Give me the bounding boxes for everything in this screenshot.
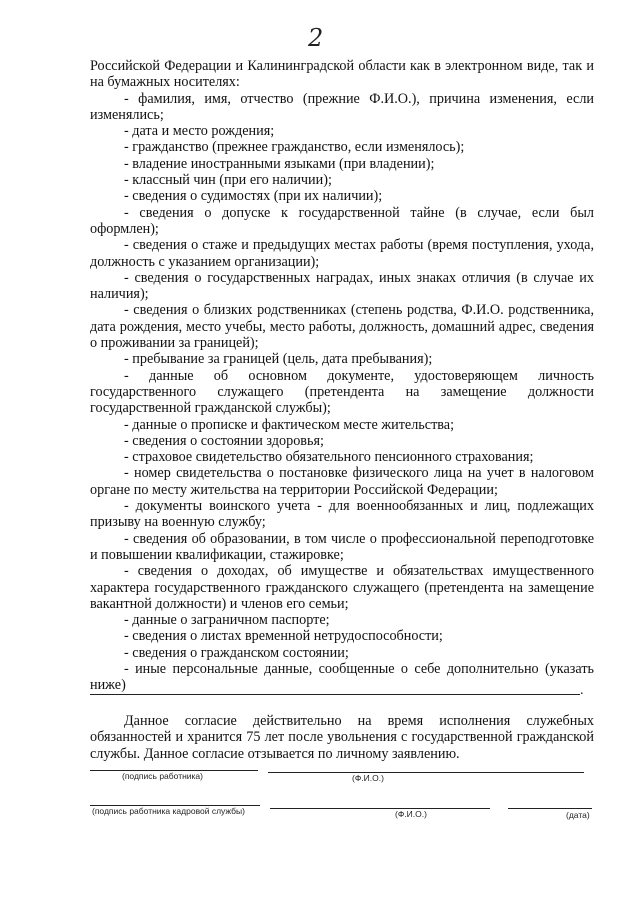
list-item: - классный чин (при его наличии); bbox=[124, 172, 332, 189]
page-number: 2 bbox=[308, 24, 324, 52]
list-item: - сведения о стаже и предыдущих местах работы (время поступления, ухода, должность с указанием организации); bbox=[90, 237, 594, 270]
list-item: - сведения о листах временной нетрудоспособности; bbox=[124, 628, 443, 645]
fill-in-line[interactable] bbox=[90, 694, 580, 695]
hr-signature-caption: (подпись работника кадровой службы) bbox=[92, 806, 245, 816]
list-item: - сведения об образовании, в том числе о профессиональной переподготовке и повышении квалификации, стажировке; bbox=[90, 530, 594, 563]
list-item: - фамилия, имя, отчество (прежние Ф.И.О.), причина изменения, если изменялись; bbox=[90, 90, 594, 123]
list-item: - пребывание за границей (цель, дата пребывания); bbox=[124, 351, 433, 368]
employee-signature-caption: (подпись работника) bbox=[122, 771, 203, 781]
list-item: - страховое свидетельство обязательного пенсионного страхования; bbox=[124, 449, 534, 466]
list-item: - дата и место рождения; bbox=[124, 123, 275, 140]
consent-paragraph bbox=[90, 713, 594, 762]
list-item: - сведения о допуске к государственной тайне (в случае, если был оформлен); bbox=[90, 204, 594, 237]
list-item: - данные о прописке и фактическом месте жительства; bbox=[124, 416, 455, 433]
date-caption: (дата) bbox=[566, 810, 590, 820]
date-line[interactable] bbox=[508, 808, 592, 809]
hr-fio-caption: (Ф.И.О.) bbox=[395, 809, 427, 819]
data-list bbox=[90, 58, 594, 694]
list-item: - сведения о гражданском состоянии; bbox=[124, 644, 349, 661]
hr-fio-line[interactable] bbox=[270, 808, 490, 809]
consent-text: Данное согласие действительно на время исполнения служебных обязанностей и хранится 75 лет после увольнения с государственной гражданской службы. Данное согласие отзывается по личному заявлению. bbox=[90, 713, 594, 762]
employee-fio-caption: (Ф.И.О.) bbox=[352, 773, 384, 783]
list-item: - иные персональные данные, сообщенные о себе дополнительно (указать ниже) bbox=[90, 660, 594, 694]
list-item: - сведения о состоянии здоровья; bbox=[124, 432, 324, 449]
list-item: - сведения о доходах, об имуществе и обязательствах имущественного характера государственного гражданского служащего (претендента на замещение вакантной должности) и членов его семьи; bbox=[90, 563, 594, 612]
list-item: - данные об основном документе, удостоверяющем личность государственного служащего (претендента на замещение должности государственной гражданской службы); bbox=[90, 367, 594, 417]
employee-fio-line[interactable] bbox=[268, 772, 584, 773]
list-item: - сведения о судимостях (при их наличии); bbox=[124, 188, 383, 205]
list-item: - сведения о близких родственниках (степень родства, Ф.И.О. родственника, дата рождения, место учебы, место работы, должность, домашний адрес, сведения о проживании за границей); bbox=[90, 302, 594, 352]
list-item: - номер свидетельства о постановке физического лица на учет в налоговом органе по месту жительства на территории Российской Федерации; bbox=[90, 465, 594, 498]
list-item: - сведения о государственных наградах, иных знаках отличия (в случае их наличия); bbox=[90, 269, 594, 303]
list-item: - гражданство (прежнее гражданство, если изменялось); bbox=[124, 139, 465, 156]
intro-text: Российской Федерации и Калининградской области как в электронном виде, так и на бумажных носителях: bbox=[90, 58, 594, 91]
list-item: - документы воинского учета - для военнообязанных и лиц, подлежащих призыву на военную службу; bbox=[90, 498, 594, 531]
fill-in-line-end: . bbox=[580, 683, 584, 698]
list-item: - владение иностранными языками (при владении); bbox=[124, 155, 435, 172]
list-item: - данные о заграничном паспорте; bbox=[124, 612, 330, 629]
